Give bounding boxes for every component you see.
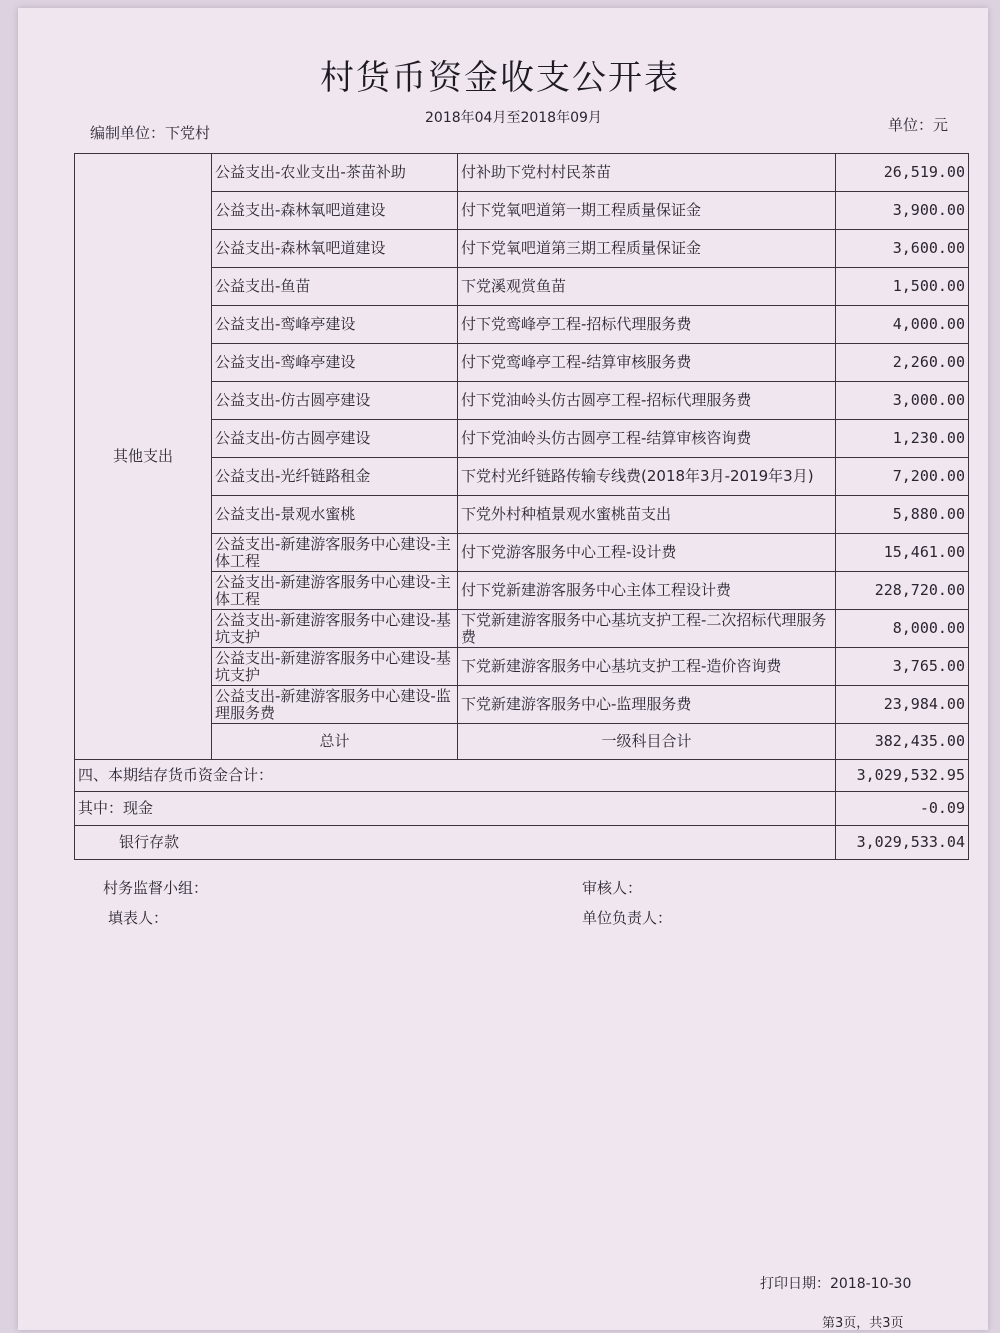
cash-row [75, 792, 969, 826]
total-summary: 一级科目合计 [458, 724, 836, 760]
period-label: 2018年04月至2018年09月 [425, 110, 602, 126]
summary-cell: 付下党游客服务中心工程-设计费 [458, 534, 836, 572]
supervision-signature: 村务监督小组： [103, 879, 209, 897]
amount-cell: 5,880.00 [836, 496, 969, 534]
subject-cell: 公益支出-仿古圆亭建设 [212, 420, 458, 458]
bank-label: 银行存款 [75, 826, 836, 860]
summary-cell: 下党溪观赏鱼苗 [458, 268, 836, 306]
amount-cell: 4,000.00 [836, 306, 969, 344]
summary-cell: 下党新建游客服务中心基坑支护工程-二次招标代理服务费 [458, 610, 836, 648]
amount-cell: 3,600.00 [836, 230, 969, 268]
summary-cell: 付补助下党村村民茶苗 [458, 154, 836, 192]
summary-cell: 下党新建游客服务中心-监理服务费 [458, 686, 836, 724]
total-label: 总计 [212, 724, 458, 760]
amount-cell: 1,500.00 [836, 268, 969, 306]
subject-cell: 公益支出-新建游客服务中心建设-主体工程 [212, 572, 458, 610]
subject-cell: 公益支出-森林氧吧道建设 [212, 230, 458, 268]
subject-cell: 公益支出-光纤链路租金 [212, 458, 458, 496]
subject-cell: 公益支出-新建游客服务中心建设-基坑支护 [212, 648, 458, 686]
summary-cell: 下党外村种植景观水蜜桃苗支出 [458, 496, 836, 534]
balance-row [75, 760, 969, 792]
summary-cell: 付下党鸾峰亭工程-结算审核服务费 [458, 344, 836, 382]
amount-cell: 228,720.00 [836, 572, 969, 610]
filler-signature: 填表人： [108, 909, 169, 927]
subject-cell: 公益支出-新建游客服务中心建设-基坑支护 [212, 610, 458, 648]
bank-amount: 3,029,533.04 [836, 826, 969, 860]
subject-cell: 公益支出-仿古圆亭建设 [212, 382, 458, 420]
subject-cell: 公益支出-景观水蜜桃 [212, 496, 458, 534]
summary-cell: 下党新建游客服务中心基坑支护工程-造价咨询费 [458, 648, 836, 686]
compiler-unit: 编制单位：下党村 [90, 124, 211, 142]
amount-cell: 3,765.00 [836, 648, 969, 686]
subject-cell: 公益支出-新建游客服务中心建设-监理服务费 [212, 686, 458, 724]
reviewer-signature: 审核人： [582, 879, 643, 897]
subject-cell: 公益支出-鸾峰亭建设 [212, 306, 458, 344]
bank-row [75, 826, 969, 860]
page-number: 第3页，共3页 [822, 1316, 904, 1331]
balance-amount: 3,029,532.95 [836, 760, 969, 792]
subject-cell: 公益支出-新建游客服务中心建设-主体工程 [212, 534, 458, 572]
cash-amount: -0.09 [836, 792, 969, 826]
page-title: 村货币资金收支公开表 [320, 58, 680, 98]
subject-cell: 公益支出-农业支出-茶苗补助 [212, 154, 458, 192]
subject-cell: 公益支出-鱼苗 [212, 268, 458, 306]
amount-cell: 1,230.00 [836, 420, 969, 458]
cash-label: 其中：现金 [75, 792, 836, 826]
summary-cell: 付下党氧吧道第三期工程质量保证金 [458, 230, 836, 268]
amount-cell: 15,461.00 [836, 534, 969, 572]
total-amount: 382,435.00 [836, 724, 969, 760]
summary-cell: 付下党油岭头仿古圆亭工程-招标代理服务费 [458, 382, 836, 420]
summary-cell: 付下党鸾峰亭工程-招标代理服务费 [458, 306, 836, 344]
amount-cell: 3,000.00 [836, 382, 969, 420]
amount-cell: 23,984.00 [836, 686, 969, 724]
subject-cell: 公益支出-鸾峰亭建设 [212, 344, 458, 382]
subject-cell: 公益支出-森林氧吧道建设 [212, 192, 458, 230]
summary-cell: 下党村光纤链路传输专线费(2018年3月-2019年3月) [458, 458, 836, 496]
summary-cell: 付下党油岭头仿古圆亭工程-结算审核咨询费 [458, 420, 836, 458]
amount-cell: 26,519.00 [836, 154, 969, 192]
category-cell: 其他支出 [75, 154, 212, 760]
table-row [75, 154, 969, 192]
amount-cell: 8,000.00 [836, 610, 969, 648]
summary-cell: 付下党新建游客服务中心主体工程设计费 [458, 572, 836, 610]
head-signature: 单位负责人： [582, 909, 673, 927]
ledger-table [74, 153, 969, 860]
amount-cell: 2,260.00 [836, 344, 969, 382]
print-date: 打印日期：2018-10-30 [760, 1276, 912, 1292]
amount-cell: 7,200.00 [836, 458, 969, 496]
currency-unit: 单位：元 [888, 116, 949, 134]
amount-cell: 3,900.00 [836, 192, 969, 230]
balance-label: 四、本期结存货币资金合计： [75, 760, 836, 792]
summary-cell: 付下党氧吧道第一期工程质量保证金 [458, 192, 836, 230]
